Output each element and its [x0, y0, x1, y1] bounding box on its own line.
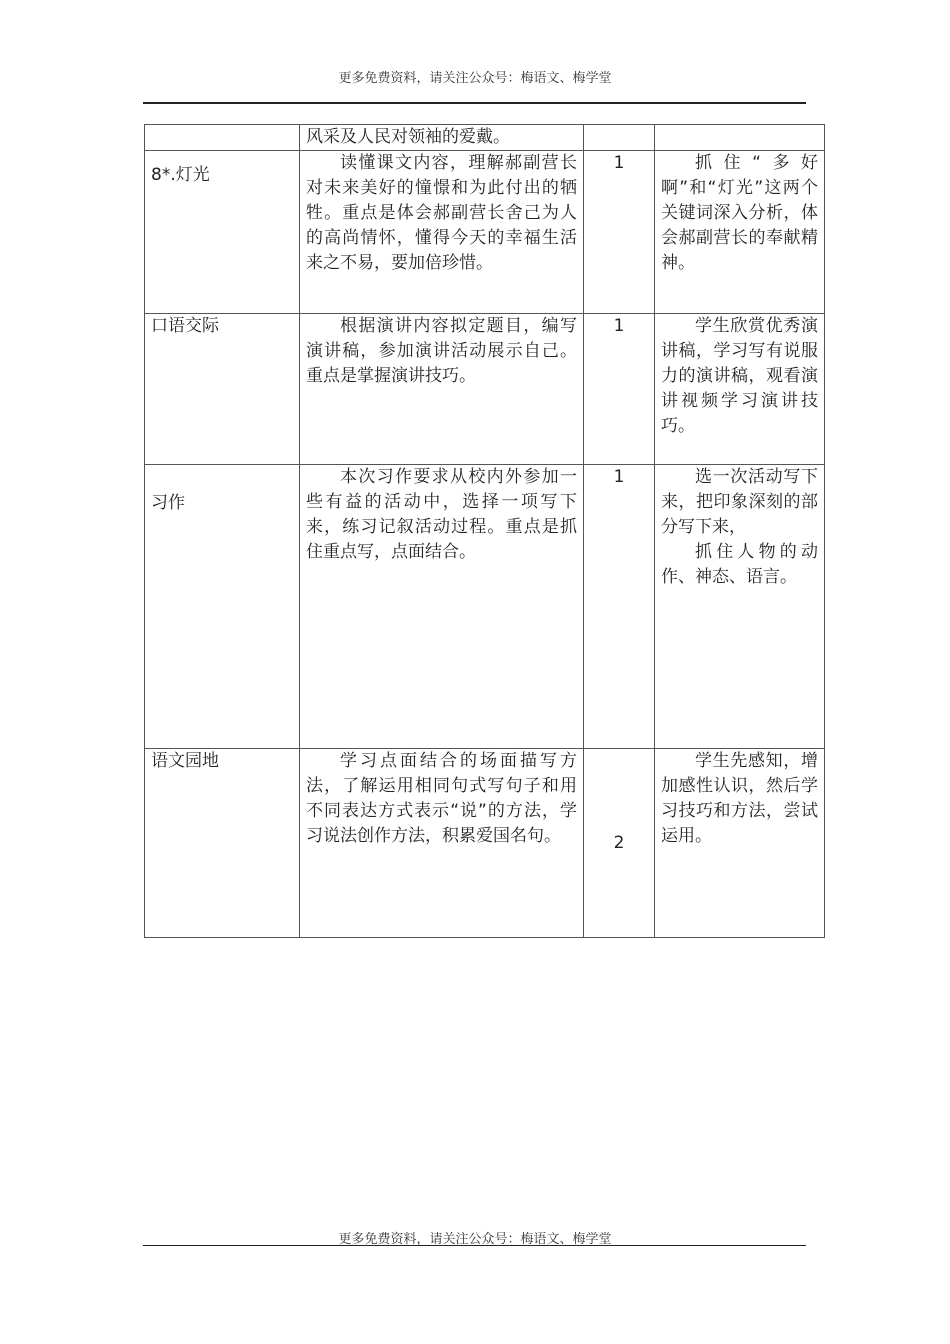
hours-cell: 1 — [584, 151, 655, 314]
table-row — [145, 465, 825, 749]
hours-cell: 1 — [584, 314, 655, 465]
goal-cell — [300, 151, 584, 314]
table-row — [145, 125, 825, 151]
method-cell — [655, 151, 825, 314]
table-row — [145, 314, 825, 465]
page-header: 更多免费资料，请关注公众号：梅语文、梅学堂 — [338, 71, 612, 86]
table-row — [145, 749, 825, 938]
header-rule — [143, 102, 806, 104]
hours-cell: 1 — [584, 465, 655, 749]
method-cell — [655, 749, 825, 938]
goal-cell: 风采及人民对领袖的爱戴。 — [300, 125, 584, 151]
goal-cell — [300, 314, 584, 465]
goal-text: 本次习作要求从校内外参加一些有益的活动中，选择一项写下来，练习记叙活动过程。重点是抓住重点写，点面结合。 — [306, 467, 577, 562]
goal-text: 读懂课文内容，理解郝副营长对未来美好的憧憬和为此付出的牺牲。重点是体会郝副营长舍己为人的高尚情怀，懂得今天的幸福生活来之不易，要加倍珍惜。 — [306, 153, 577, 273]
lesson-cell — [145, 125, 300, 151]
goal-text: 根据演讲内容拟定题目，编写演讲稿，参加演讲活动展示自己。重点是掌握演讲技巧。 — [306, 316, 577, 386]
method-text: 抓住“多好啊”和“灯光”这两个关键词深入分析，体会郝副营长的奉献精神。 — [661, 153, 818, 273]
lesson-cell: 习作 — [145, 465, 300, 749]
method-text: 学生欣赏优秀演讲稿，学习写有说服力的演讲稿，观看演讲视频学习演讲技巧。 — [661, 316, 818, 436]
goal-text: 学习点面结合的场面描写方法，了解运用相同句式写句子和用不同表达方式表示“说”的方法，学习说法创作方法，积累爱国名句。 — [306, 751, 577, 846]
goal-cell — [300, 465, 584, 749]
method-text: 选一次活动写下来，把印象深刻的部分写下来， — [661, 467, 818, 537]
hours-cell: 2 — [584, 749, 655, 938]
method-cell — [655, 125, 825, 151]
method-cell — [655, 465, 825, 749]
method-text-2: 抓住人物的动作、神态、语言。 — [661, 542, 818, 587]
table-row — [145, 151, 825, 314]
method-cell — [655, 314, 825, 465]
footer-rule — [143, 1245, 806, 1246]
lesson-plan-table — [144, 124, 825, 938]
lesson-cell: 8*.灯光 — [145, 151, 300, 314]
lesson-cell: 口语交际 — [145, 314, 300, 465]
lesson-cell: 语文园地 — [145, 749, 300, 938]
goal-cell — [300, 749, 584, 938]
page-footer: 更多免费资料，请关注公众号：梅语文、梅学堂 — [338, 1232, 612, 1247]
hours-cell — [584, 125, 655, 151]
method-text: 学生先感知，增加感性认识，然后学习技巧和方法，尝试运用。 — [661, 751, 818, 846]
